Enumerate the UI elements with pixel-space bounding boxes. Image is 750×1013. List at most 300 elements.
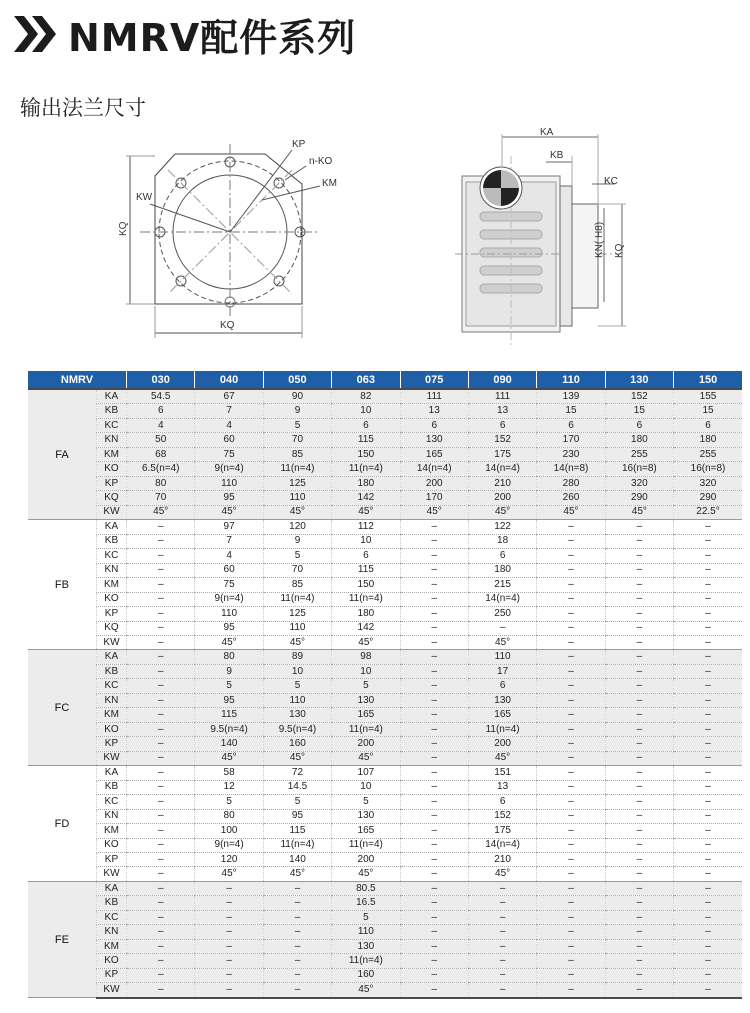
dimension-value: – bbox=[605, 838, 673, 852]
dimension-value: – bbox=[195, 925, 263, 939]
dimension-value: – bbox=[127, 635, 195, 649]
dimension-value: – bbox=[605, 737, 673, 751]
dimension-value: – bbox=[674, 563, 742, 577]
dimension-value: 110 bbox=[195, 607, 263, 621]
dimension-value: – bbox=[537, 983, 605, 998]
dimension-value: – bbox=[127, 737, 195, 751]
dimension-value: 95 bbox=[195, 621, 263, 635]
double-chevron-icon bbox=[14, 14, 60, 54]
dimension-value: – bbox=[400, 751, 468, 765]
parameter-label: KN bbox=[96, 563, 126, 577]
dimension-value: 15 bbox=[537, 404, 605, 418]
dimension-value: – bbox=[400, 896, 468, 910]
table-row bbox=[28, 549, 742, 563]
input-shaft-disc bbox=[483, 170, 519, 206]
dimension-value: 107 bbox=[332, 766, 400, 780]
dimension-value: – bbox=[400, 607, 468, 621]
dimension-value: 130 bbox=[400, 433, 468, 447]
table-corner-label: NMRV bbox=[28, 371, 127, 389]
dimension-value: – bbox=[537, 693, 605, 707]
dimension-value: 9(n=4) bbox=[195, 592, 263, 606]
parameter-label: KC bbox=[96, 795, 126, 809]
parameter-label: KN bbox=[96, 693, 126, 707]
table-row bbox=[28, 462, 742, 476]
dimension-value: – bbox=[537, 881, 605, 895]
dimension-value: – bbox=[127, 664, 195, 678]
size-header: 090 bbox=[468, 371, 536, 389]
dimension-value: 125 bbox=[263, 607, 331, 621]
dimension-value: 111 bbox=[468, 389, 536, 404]
dimension-value: – bbox=[674, 737, 742, 751]
label-kw: KW bbox=[136, 192, 153, 203]
table-row bbox=[28, 708, 742, 722]
dimension-value: – bbox=[537, 549, 605, 563]
dimension-value: – bbox=[400, 708, 468, 722]
dimension-value: – bbox=[400, 693, 468, 707]
parameter-label: KW bbox=[96, 505, 126, 519]
dimension-value: 130 bbox=[468, 693, 536, 707]
dimension-value: 45° bbox=[195, 751, 263, 765]
dimension-value: – bbox=[400, 824, 468, 838]
dimension-value: 4 bbox=[195, 549, 263, 563]
dimension-value: 150 bbox=[332, 447, 400, 461]
dimension-value: – bbox=[127, 968, 195, 982]
parameter-label: KO bbox=[96, 838, 126, 852]
dimension-value: – bbox=[127, 766, 195, 780]
dimension-value: 140 bbox=[263, 853, 331, 867]
size-header: 040 bbox=[195, 371, 263, 389]
dimension-value: – bbox=[674, 824, 742, 838]
dimension-value: 85 bbox=[263, 447, 331, 461]
dimension-value: 9 bbox=[263, 534, 331, 548]
dimension-value: 95 bbox=[263, 809, 331, 823]
dimension-value: 14(n=4) bbox=[468, 592, 536, 606]
dimension-value: – bbox=[674, 939, 742, 953]
dimension-value: 200 bbox=[468, 491, 536, 505]
dimension-value: 85 bbox=[263, 578, 331, 592]
parameter-label: KO bbox=[96, 592, 126, 606]
dimension-value: 9.5(n=4) bbox=[195, 722, 263, 736]
dimension-value: – bbox=[127, 621, 195, 635]
dimension-value: 175 bbox=[468, 824, 536, 838]
table-row bbox=[28, 578, 742, 592]
flange-group-fa bbox=[28, 389, 742, 520]
dimension-value: – bbox=[537, 708, 605, 722]
table-row bbox=[28, 534, 742, 548]
dimension-value: – bbox=[605, 635, 673, 649]
dimension-value: – bbox=[195, 910, 263, 924]
dimension-value: 45° bbox=[468, 505, 536, 519]
dimension-value: 45° bbox=[263, 505, 331, 519]
dimension-value: 11(n=4) bbox=[263, 592, 331, 606]
table-row bbox=[28, 404, 742, 418]
dimension-value: – bbox=[537, 780, 605, 794]
table-row bbox=[28, 433, 742, 447]
dimension-value: – bbox=[537, 766, 605, 780]
dimension-value: 6.5(n=4) bbox=[127, 462, 195, 476]
dimension-value: 290 bbox=[674, 491, 742, 505]
dimension-value: – bbox=[537, 939, 605, 953]
parameter-label: KM bbox=[96, 939, 126, 953]
dimension-value: – bbox=[674, 795, 742, 809]
dimension-value: 45° bbox=[332, 635, 400, 649]
dimension-value: – bbox=[605, 968, 673, 982]
dimension-value: 11(n=4) bbox=[332, 954, 400, 968]
dimension-value: – bbox=[674, 693, 742, 707]
parameter-label: KW bbox=[96, 635, 126, 649]
dimension-value: – bbox=[537, 534, 605, 548]
dimension-value: – bbox=[605, 549, 673, 563]
dimension-value: 45° bbox=[468, 635, 536, 649]
dimension-value: – bbox=[674, 578, 742, 592]
dimension-value: 200 bbox=[332, 853, 400, 867]
dimension-value: – bbox=[127, 650, 195, 664]
dimension-value: – bbox=[605, 910, 673, 924]
dimension-value: – bbox=[674, 520, 742, 534]
dimension-value: 97 bbox=[195, 520, 263, 534]
dimension-value: – bbox=[605, 925, 673, 939]
dimension-value: 110 bbox=[468, 650, 536, 664]
dimension-value: 80 bbox=[127, 476, 195, 490]
dimension-value: – bbox=[674, 664, 742, 678]
dimension-value: 140 bbox=[195, 737, 263, 751]
dimension-value: – bbox=[674, 679, 742, 693]
dimension-value: 10 bbox=[263, 664, 331, 678]
dimension-value: – bbox=[127, 693, 195, 707]
table-row bbox=[28, 766, 742, 780]
parameter-label: KA bbox=[96, 389, 126, 404]
dimension-value: 11(n=4) bbox=[263, 462, 331, 476]
dimension-value: 320 bbox=[605, 476, 673, 490]
dimension-value: 6 bbox=[674, 418, 742, 432]
dimension-value: – bbox=[605, 751, 673, 765]
dimension-value: 45° bbox=[263, 635, 331, 649]
section-subtitle: 输出法兰尺寸 bbox=[20, 96, 146, 120]
dimension-value: 130 bbox=[332, 693, 400, 707]
dimension-value: – bbox=[537, 968, 605, 982]
dimension-value: 290 bbox=[605, 491, 673, 505]
dimension-value: – bbox=[537, 578, 605, 592]
table-row bbox=[28, 722, 742, 736]
dimension-value: 45° bbox=[332, 505, 400, 519]
dimension-value: 45° bbox=[332, 983, 400, 998]
dimension-value: – bbox=[537, 520, 605, 534]
dimension-value: 95 bbox=[195, 693, 263, 707]
table-row bbox=[28, 910, 742, 924]
dimension-value: 110 bbox=[263, 693, 331, 707]
dimension-value: 5 bbox=[332, 679, 400, 693]
dimension-value: 215 bbox=[468, 578, 536, 592]
dimension-value: 111 bbox=[400, 389, 468, 404]
dimension-value: 280 bbox=[537, 476, 605, 490]
dimension-value: – bbox=[605, 578, 673, 592]
dimension-value: – bbox=[127, 780, 195, 794]
dimension-value: 142 bbox=[332, 491, 400, 505]
parameter-label: KW bbox=[96, 983, 126, 998]
dimension-value: 110 bbox=[195, 476, 263, 490]
dimension-value: 112 bbox=[332, 520, 400, 534]
dimension-value: – bbox=[400, 578, 468, 592]
dimension-value: – bbox=[605, 853, 673, 867]
parameter-label: KO bbox=[96, 722, 126, 736]
label-kc: KC bbox=[604, 176, 618, 187]
dimension-value: 45° bbox=[195, 505, 263, 519]
dimension-value: 200 bbox=[468, 737, 536, 751]
table-row bbox=[28, 592, 742, 606]
table-row bbox=[28, 780, 742, 794]
dimension-value: 60 bbox=[195, 433, 263, 447]
dimension-value: 110 bbox=[263, 491, 331, 505]
table-row bbox=[28, 491, 742, 505]
dimension-value: 165 bbox=[332, 708, 400, 722]
dimension-value: 170 bbox=[537, 433, 605, 447]
dimension-value: – bbox=[127, 795, 195, 809]
dimension-value: – bbox=[674, 968, 742, 982]
parameter-label: KW bbox=[96, 867, 126, 881]
flange-group-fe bbox=[28, 881, 742, 997]
dimension-value: – bbox=[263, 954, 331, 968]
table-row bbox=[28, 881, 742, 895]
dimension-value: – bbox=[674, 881, 742, 895]
dimension-value: 14(n=4) bbox=[468, 462, 536, 476]
dimension-value: 139 bbox=[537, 389, 605, 404]
dimension-value: – bbox=[537, 592, 605, 606]
dimension-value: – bbox=[400, 766, 468, 780]
dimension-value: – bbox=[400, 534, 468, 548]
parameter-label: KP bbox=[96, 968, 126, 982]
dimension-value: 80.5 bbox=[332, 881, 400, 895]
parameter-label: KO bbox=[96, 462, 126, 476]
dimension-value: 230 bbox=[537, 447, 605, 461]
dimension-value: 14.5 bbox=[263, 780, 331, 794]
dimension-value: – bbox=[400, 592, 468, 606]
dimension-value: 90 bbox=[263, 389, 331, 404]
dimension-value: 13 bbox=[468, 780, 536, 794]
dimension-value: – bbox=[468, 925, 536, 939]
dimension-value: 9(n=4) bbox=[195, 462, 263, 476]
dimension-value: – bbox=[537, 838, 605, 852]
dimension-value: 5 bbox=[332, 910, 400, 924]
dimension-value: – bbox=[537, 679, 605, 693]
dimension-value: 5 bbox=[332, 795, 400, 809]
table-row bbox=[28, 476, 742, 490]
dimension-value: – bbox=[537, 867, 605, 881]
dimension-value: 5 bbox=[263, 679, 331, 693]
parameter-label: KB bbox=[96, 534, 126, 548]
label-kq-right: KQ bbox=[614, 243, 625, 258]
parameter-label: KO bbox=[96, 954, 126, 968]
parameter-label: KA bbox=[96, 650, 126, 664]
dimension-value: 18 bbox=[468, 534, 536, 548]
table-row bbox=[28, 954, 742, 968]
dimension-value: – bbox=[195, 983, 263, 998]
dimension-value: – bbox=[674, 592, 742, 606]
label-n-ko: n-KO bbox=[309, 156, 333, 167]
dimension-value: – bbox=[674, 896, 742, 910]
dimension-value: 45° bbox=[468, 867, 536, 881]
dimension-value: 180 bbox=[468, 563, 536, 577]
dimension-value: 54.5 bbox=[127, 389, 195, 404]
dimension-value: 120 bbox=[195, 853, 263, 867]
dimension-value: – bbox=[537, 824, 605, 838]
dimension-value: – bbox=[468, 621, 536, 635]
dimension-value: – bbox=[605, 592, 673, 606]
parameter-label: KA bbox=[96, 520, 126, 534]
table-row bbox=[28, 505, 742, 519]
dimension-value: 58 bbox=[195, 766, 263, 780]
dimension-value: 11(n=4) bbox=[468, 722, 536, 736]
parameter-label: KA bbox=[96, 766, 126, 780]
dimension-value: – bbox=[263, 983, 331, 998]
dimension-value: 17 bbox=[468, 664, 536, 678]
dimension-value: 10 bbox=[332, 780, 400, 794]
dimension-value: 82 bbox=[332, 389, 400, 404]
dimension-value: 95 bbox=[195, 491, 263, 505]
size-header: 130 bbox=[605, 371, 673, 389]
parameter-label: KQ bbox=[96, 491, 126, 505]
table-row bbox=[28, 679, 742, 693]
dimension-value: 7 bbox=[195, 404, 263, 418]
dimension-value: 6 bbox=[468, 679, 536, 693]
dimension-value: 180 bbox=[674, 433, 742, 447]
dimension-value: 130 bbox=[263, 708, 331, 722]
flange-group-fc bbox=[28, 650, 742, 766]
table-row bbox=[28, 809, 742, 823]
dimension-value: 16.5 bbox=[332, 896, 400, 910]
dimension-value: 5 bbox=[263, 549, 331, 563]
dimension-value: – bbox=[605, 867, 673, 881]
dimension-value: 5 bbox=[263, 795, 331, 809]
dimension-value: 89 bbox=[263, 650, 331, 664]
size-header: 030 bbox=[127, 371, 195, 389]
dimension-value: 180 bbox=[605, 433, 673, 447]
dimension-value: 115 bbox=[195, 708, 263, 722]
dimension-value: – bbox=[127, 563, 195, 577]
dimension-value: – bbox=[400, 650, 468, 664]
dimension-value: – bbox=[127, 838, 195, 852]
dimension-value: 4 bbox=[195, 418, 263, 432]
flange-type-label: FD bbox=[28, 766, 96, 882]
parameter-label: KM bbox=[96, 447, 126, 461]
dimension-value: – bbox=[400, 520, 468, 534]
dimension-value: – bbox=[400, 549, 468, 563]
dimension-value: – bbox=[605, 780, 673, 794]
table-row bbox=[28, 737, 742, 751]
dimension-value: 151 bbox=[468, 766, 536, 780]
dimension-value: – bbox=[605, 795, 673, 809]
dimension-value: – bbox=[674, 534, 742, 548]
label-kq-vertical: KQ bbox=[118, 221, 129, 236]
dimension-value: – bbox=[127, 853, 195, 867]
table-row bbox=[28, 867, 742, 881]
dimension-value: 16(n=8) bbox=[605, 462, 673, 476]
dimension-value: 68 bbox=[127, 447, 195, 461]
dimension-value: 67 bbox=[195, 389, 263, 404]
parameter-label: KN bbox=[96, 433, 126, 447]
dimension-value: 70 bbox=[127, 491, 195, 505]
flange-group-fb bbox=[28, 520, 742, 650]
dimension-value: – bbox=[263, 925, 331, 939]
dimension-value: 6 bbox=[332, 549, 400, 563]
dimension-value: – bbox=[605, 520, 673, 534]
dimension-value: – bbox=[400, 925, 468, 939]
table-row bbox=[28, 447, 742, 461]
dimension-value: 12 bbox=[195, 780, 263, 794]
dimension-value: – bbox=[127, 607, 195, 621]
label-kp: KP bbox=[292, 139, 306, 150]
flange-type-label: FB bbox=[28, 520, 96, 650]
dimension-value: 45° bbox=[468, 751, 536, 765]
dimension-value: 7 bbox=[195, 534, 263, 548]
dimension-value: – bbox=[400, 838, 468, 852]
dimension-value: 80 bbox=[195, 809, 263, 823]
dimension-value: – bbox=[537, 650, 605, 664]
dimension-value: 255 bbox=[605, 447, 673, 461]
dimension-value: – bbox=[195, 939, 263, 953]
dimension-value: 13 bbox=[400, 404, 468, 418]
parameter-label: KP bbox=[96, 476, 126, 490]
dimension-value: 11(n=4) bbox=[263, 838, 331, 852]
dimension-value: – bbox=[127, 809, 195, 823]
dimension-value: – bbox=[674, 983, 742, 998]
dimension-value: – bbox=[195, 954, 263, 968]
dimension-value: – bbox=[605, 983, 673, 998]
dimension-value: – bbox=[605, 534, 673, 548]
dimension-value: – bbox=[468, 881, 536, 895]
table-row bbox=[28, 853, 742, 867]
dimension-value: 180 bbox=[332, 607, 400, 621]
dimension-value: – bbox=[400, 737, 468, 751]
parameter-label: KW bbox=[96, 751, 126, 765]
parameter-label: KP bbox=[96, 737, 126, 751]
size-header: 063 bbox=[332, 371, 400, 389]
dimension-value: – bbox=[127, 592, 195, 606]
dimension-value: – bbox=[400, 881, 468, 895]
dimension-value: 165 bbox=[332, 824, 400, 838]
dimension-value: 175 bbox=[468, 447, 536, 461]
dimension-value: 110 bbox=[332, 925, 400, 939]
dimension-value: 115 bbox=[263, 824, 331, 838]
dimension-value: – bbox=[537, 737, 605, 751]
dimension-value: – bbox=[468, 939, 536, 953]
dimension-value: – bbox=[537, 751, 605, 765]
page-title: NMRV配件系列 bbox=[68, 15, 357, 60]
dimension-value: – bbox=[400, 635, 468, 649]
dimension-value: – bbox=[127, 534, 195, 548]
dimension-value: 110 bbox=[263, 621, 331, 635]
dimension-value: – bbox=[605, 896, 673, 910]
dimension-value: 11(n=4) bbox=[332, 838, 400, 852]
label-kn: KN( H8) bbox=[594, 221, 605, 258]
dimension-value: – bbox=[674, 635, 742, 649]
dimension-value: – bbox=[674, 838, 742, 852]
dimension-value: – bbox=[127, 896, 195, 910]
dimension-value: – bbox=[537, 896, 605, 910]
dimension-value: 98 bbox=[332, 650, 400, 664]
dimension-value: – bbox=[605, 824, 673, 838]
dimension-value: – bbox=[674, 867, 742, 881]
size-header: 150 bbox=[674, 371, 742, 389]
dimension-value: 155 bbox=[674, 389, 742, 404]
parameter-label: KM bbox=[96, 708, 126, 722]
dimension-value: – bbox=[468, 968, 536, 982]
dimension-value: – bbox=[605, 809, 673, 823]
parameter-label: KM bbox=[96, 578, 126, 592]
dimension-value: – bbox=[605, 693, 673, 707]
dimension-value: – bbox=[127, 751, 195, 765]
table-row bbox=[28, 418, 742, 432]
dimension-value: – bbox=[468, 954, 536, 968]
